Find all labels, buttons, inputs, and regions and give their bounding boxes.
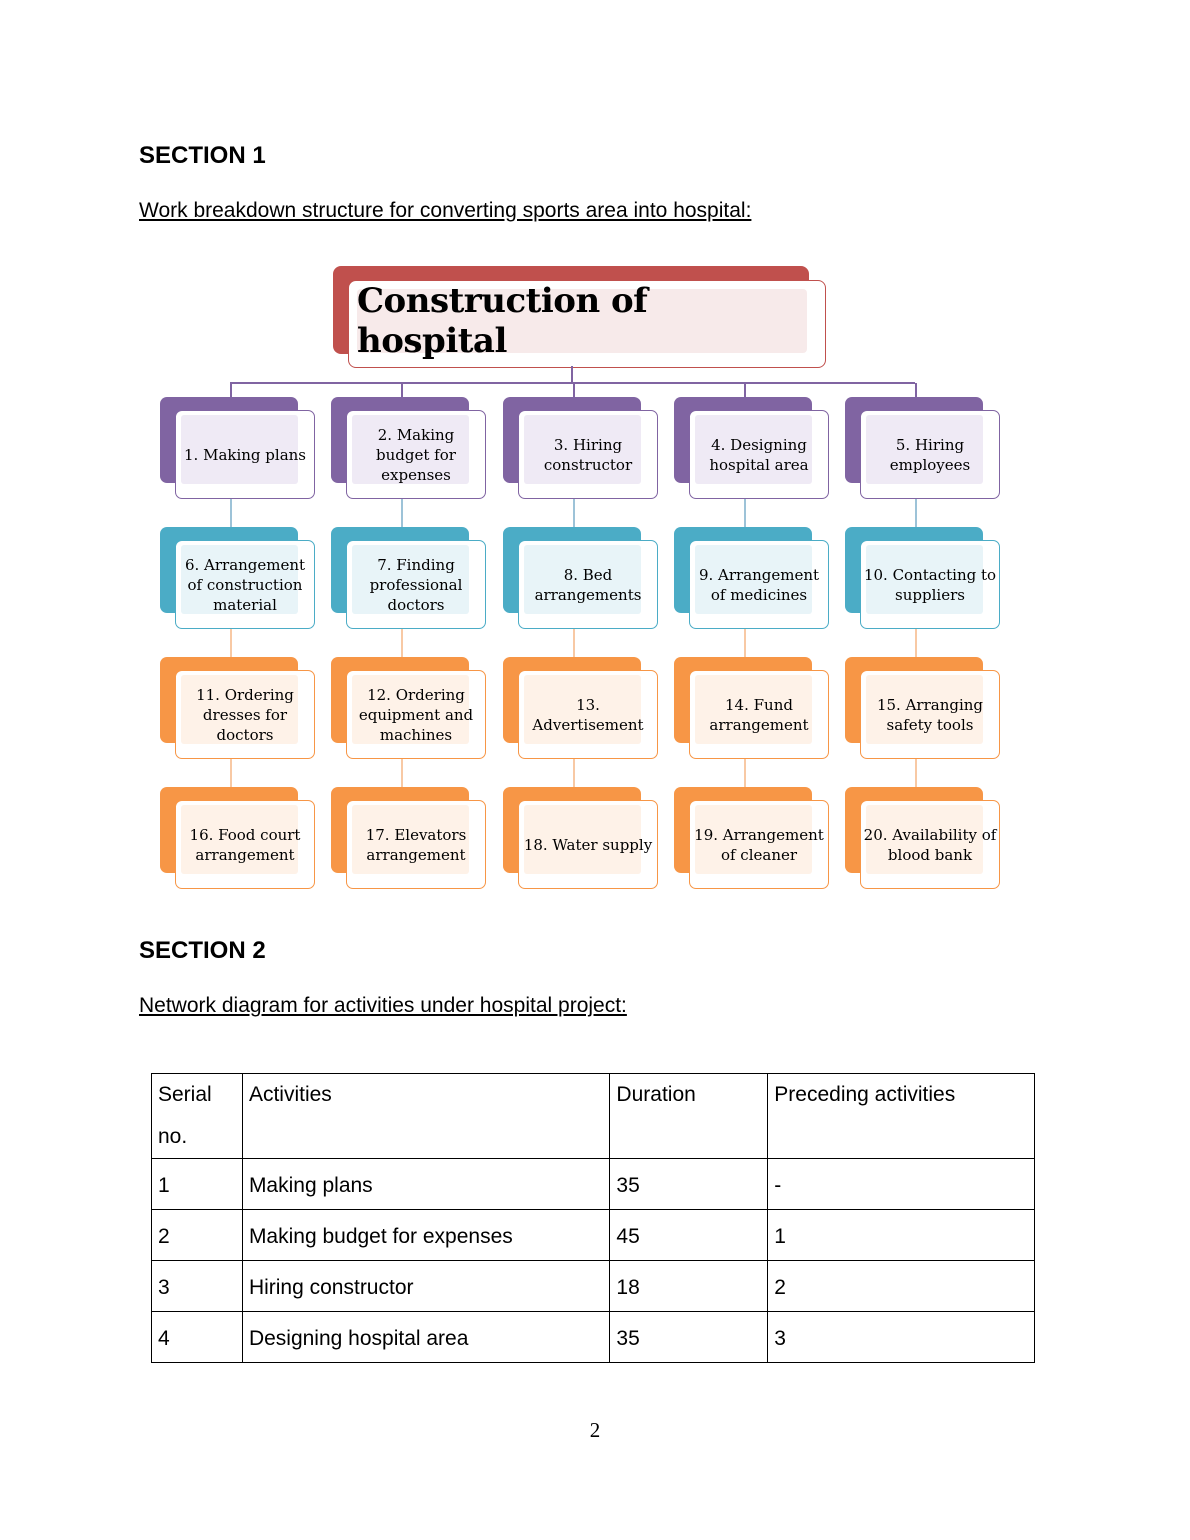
table-cell: Making plans <box>242 1159 609 1210</box>
wbs-task-label: 17. Elevators arrangement <box>365 825 467 864</box>
wbs-task-label: 9. Arrangement of medicines <box>698 565 820 604</box>
wbs-task-label: 6. Arrangement of construction material <box>184 555 306 614</box>
table-cell: 2 <box>768 1261 1035 1312</box>
wbs-task-box <box>674 397 834 499</box>
wbs-task-box <box>845 397 1005 499</box>
section-2-subtitle: Network diagram for activities under hospital project: <box>139 994 627 1017</box>
table-cell: Designing hospital area <box>242 1312 609 1363</box>
root-title: Construction of hospital <box>357 289 807 353</box>
wbs-task-box <box>674 787 834 889</box>
table-cell: 1 <box>768 1210 1035 1261</box>
table-row <box>152 1210 1035 1261</box>
table-cell: 4 <box>152 1312 243 1363</box>
wbs-task-box <box>503 787 663 889</box>
wbs-task-label: 11. Ordering dresses for doctors <box>196 685 294 744</box>
table-cell: 35 <box>610 1312 768 1363</box>
wbs-task-label: 4. Designing hospital area <box>709 435 809 474</box>
connector-line <box>915 499 917 527</box>
table-row <box>152 1159 1035 1210</box>
connector-line <box>744 383 746 397</box>
wbs-task-box <box>674 527 834 629</box>
connector-line <box>230 383 232 397</box>
wbs-task-label: 18. Water supply <box>523 835 653 854</box>
connector-line <box>230 499 232 527</box>
connector-line <box>230 629 232 657</box>
wbs-task-box <box>160 527 320 629</box>
wbs-task-box <box>331 787 491 889</box>
wbs-task-box <box>331 657 491 759</box>
table-cell: 3 <box>768 1312 1035 1363</box>
work-breakdown-structure <box>150 262 1020 902</box>
root-box <box>348 280 826 368</box>
connector-line <box>744 499 746 527</box>
wbs-task-box <box>160 657 320 759</box>
table-cell: 18 <box>610 1261 768 1312</box>
root-connector <box>571 366 573 383</box>
table-header-cell: Preceding activities <box>768 1074 1035 1159</box>
table-cell: 3 <box>152 1261 243 1312</box>
wbs-task-label: 3. Hiring constructor <box>543 435 633 474</box>
connector-line <box>573 383 575 397</box>
connector-line <box>744 759 746 787</box>
section-2-heading: SECTION 2 <box>139 937 266 964</box>
table-header-row <box>152 1074 1035 1159</box>
connector-line <box>915 383 917 397</box>
wbs-task-label: 20. Availability of blood bank <box>863 825 997 864</box>
wbs-task-box <box>331 527 491 629</box>
wbs-task-label: 16. Food court arrangement <box>189 825 301 864</box>
activities-table <box>151 1073 1035 1363</box>
table-cell: Hiring constructor <box>242 1261 609 1312</box>
connector-line <box>915 759 917 787</box>
wbs-task-label: 12. Ordering equipment and machines <box>358 685 474 744</box>
connector-line <box>230 759 232 787</box>
table-cell: - <box>768 1159 1035 1210</box>
wbs-task-label: 19. Arrangement of cleaner <box>694 825 824 864</box>
table-cell: 2 <box>152 1210 243 1261</box>
connector-line <box>401 629 403 657</box>
connector-line <box>573 629 575 657</box>
table-cell: 35 <box>610 1159 768 1210</box>
table-row <box>152 1261 1035 1312</box>
connector-line <box>744 629 746 657</box>
wbs-task-label: 10. Contacting to suppliers <box>863 565 997 604</box>
section-1-heading: SECTION 1 <box>139 142 266 169</box>
wbs-task-box <box>503 657 663 759</box>
connector-line <box>573 759 575 787</box>
wbs-task-label: 15. Arranging safety tools <box>876 695 984 734</box>
wbs-task-box <box>845 657 1005 759</box>
table-header-cell: Duration <box>610 1074 768 1159</box>
wbs-task-label: 1. Making plans <box>184 445 306 464</box>
wbs-task-label: 8. Bed arrangements <box>534 565 642 604</box>
wbs-task-box <box>503 397 663 499</box>
wbs-task-box <box>331 397 491 499</box>
wbs-task-box <box>160 787 320 889</box>
wbs-task-label: 5. Hiring employees <box>889 435 971 474</box>
table-cell: 1 <box>152 1159 243 1210</box>
table-header-cell: Activities <box>242 1074 609 1159</box>
table-row <box>152 1312 1035 1363</box>
wbs-task-box <box>674 657 834 759</box>
wbs-task-box <box>160 397 320 499</box>
section-1-subtitle: Work breakdown structure for converting sports area into hospital: <box>139 199 752 222</box>
table-header-cell: Serial no. <box>152 1074 243 1159</box>
wbs-task-label: 2. Making budget for expenses <box>376 425 456 484</box>
connector-line <box>401 383 403 397</box>
wbs-task-box <box>503 527 663 629</box>
wbs-task-label: 14. Fund arrangement <box>709 695 809 734</box>
connector-line <box>915 629 917 657</box>
wbs-task-label: 7. Finding professional doctors <box>369 555 463 614</box>
wbs-task-box <box>845 787 1005 889</box>
connector-line <box>573 499 575 527</box>
table-cell: 45 <box>610 1210 768 1261</box>
wbs-task-label: 13. Advertisement <box>532 695 644 734</box>
wbs-task-box <box>845 527 1005 629</box>
connector-line <box>401 759 403 787</box>
table-cell: Making budget for expenses <box>242 1210 609 1261</box>
connector-line <box>401 499 403 527</box>
page-number: 2 <box>589 1418 601 1442</box>
